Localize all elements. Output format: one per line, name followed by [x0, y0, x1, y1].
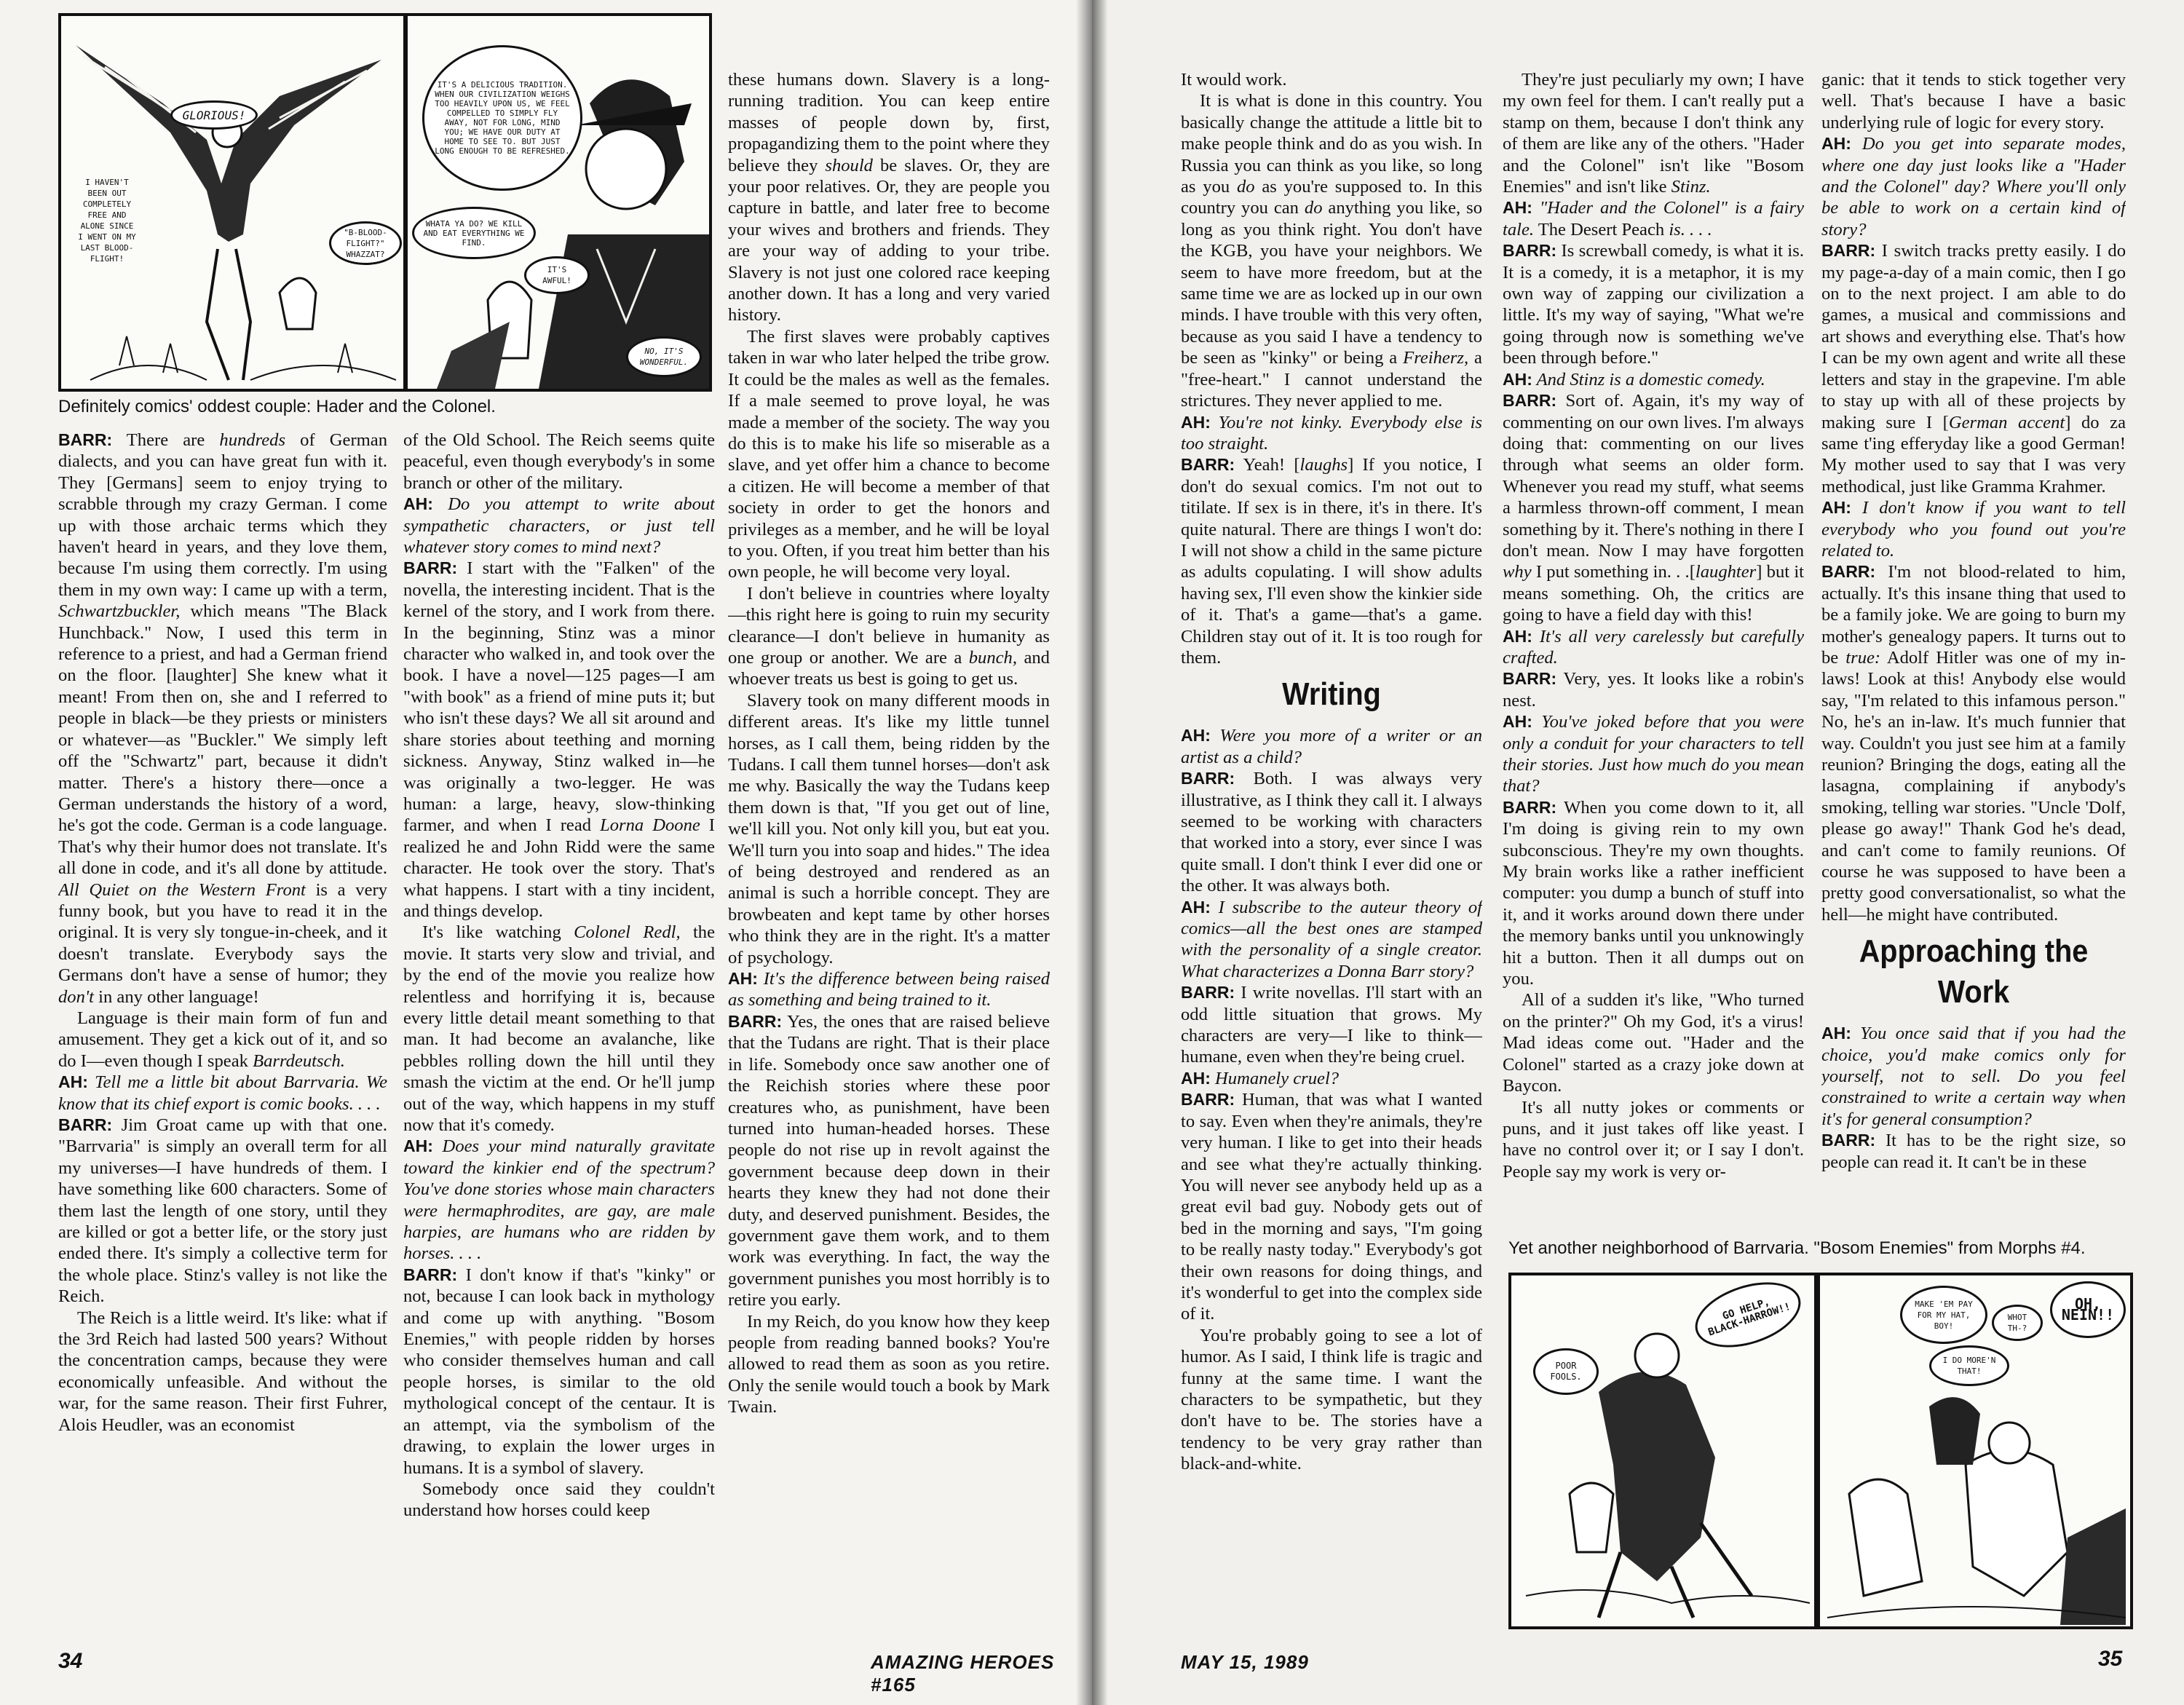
paragraph: The Reich is a little weird. It's like: what if the 3rd Reich had lasted 500 years? Without the concentration camps, because they were economically unfeasible. And without the war, for the same reason. Their first Fuhrer, Alois Heudler, was an economist: [58, 1308, 387, 1435]
paragraph: Somebody once said they couldn't understand how horses could keep: [403, 1479, 715, 1521]
paragraph: AH: I don't know if you want to tell everybody who you found out you're related to.: [1821, 498, 2126, 561]
paragraph: AH: Do you get into separate modes, where one day just looks like a "Hader and the Colonel" day? Where you'll only be able to work on a certain kind of story?: [1821, 134, 2126, 240]
figure-caption-right: Yet another neighborhood of Barrvaria. "Bosom Enemies" from Morphs #4.: [1508, 1238, 2086, 1258]
paragraph: AH: It's all very carelessly but carefully crafted.: [1503, 626, 1804, 668]
paragraph: BARR: Jim Groat came up with that one. "Barrvaria" is simply an overall term for all my universes—I have hundreds of them. I have something like 600 characters. Some of them last the length of one story, until they are killed or got a better life, or the story just ended there. It's simply a collective term for the whole place. Stinz's valley is not like the Reich.: [58, 1115, 387, 1307]
running-footer-right: MAY 15, 1989: [1181, 1651, 1309, 1673]
balloon-idomore: I DO MORE'N THAT!: [1929, 1345, 2009, 1386]
balloon-make: MAKE 'EM PAY FOR MY HAT, BOY!: [1900, 1286, 1987, 1344]
text-column-6: [1821, 69, 2126, 1219]
paragraph: BARR: It has to be the right size, so people can read it. It can't be in these: [1821, 1131, 2126, 1172]
balloon-whata: WHATA YA DO? WE KILL AND EAT EVERYTHING WE FIND.: [412, 207, 536, 259]
balloon-gohelp: GO HELP, BLACK-HARROW!!: [1687, 1273, 1808, 1359]
balloon-bblood: "B-BLOOD-FLIGHT?" WHAZZAT?: [329, 221, 402, 265]
paragraph: AH: Humanely cruel?: [1181, 1068, 1340, 1088]
paragraph: BARR: I don't know if that's "kinky" or not, because I can look back in mythology and come up with anything. "Bosom Enemies," with people ridden by horses who consider themselves human and call people horses, is similar to the old mythological concept of the centaur. It is an attempt, via the symbolism of the drawing, to explain the lower urges in humans. It is a symbol of slavery.: [403, 1265, 715, 1478]
text-column-3: [728, 69, 1050, 1642]
paragraph: AH: Does your mind naturally gravitate toward the kinkier end of the spectrum? You've done stories whose main characters were hermaphrodites, are gay, are male harpies, are humans who are ridden by horses. . . .: [403, 1136, 715, 1264]
page-number-right: 35: [2098, 1647, 2123, 1671]
balloon-delicious: IT'S A DELICIOUS TRADITION. WHEN OUR CIVILIZATION WEIGHS TOO HEAVILY UPON US, WE FEEL COMPELLED TO SIMPLY FLY AWAY, NOT FOR LONG, MIND YOU; WE HAVE OUR DUTY AT HOME TO SEE TO. BUT JUST LONG ENOUGH TO BE REFRESHED.: [422, 45, 582, 191]
text-column-1: [58, 430, 387, 1642]
paragraph: It is what is done in this country. You basically change the attitude a little bit to make people think and do as you wish. In Russia you can think as you like, so long as you do as you're supposed to. In this country you can do anything you like, so long as you think right. You don't have the KGB, you have your neighbors. We seem to have more freedom, but at the same time we are as locked up in our own minds. I have trouble with this very often, because as you said I have a tendency to be seen as "kinky" or being a Freiherz, a "free-heart." I cannot understand the strictures. They never applied to me.: [1181, 91, 1482, 411]
paragraph: BARR: I'm not blood-related to him, actually. It's this insane thing that used to be a family joke. We are going to burn my mother's genealogy papers. It turns out to be true: Adolf Hitler was one of my in-laws! Look at this! Anybody else would say, "I'm related to this infamous person." No, he's an in-law. It's much funnier that way. Couldn't you just see him at a family reunion? Bringing the dogs, eating all the lasagna, complaining if anybody's smoking, telling war stories. "Uncle 'Dolf, please go away!" Thank God he's dead, and can't come to family reunions. Of course he was supposed to have been a pretty good conversationalist, so what the hell—he might have contributed.: [1821, 562, 2126, 925]
paragraph: AH: "Hader and the Colonel" is a fairy tale. The Desert Peach is. . . .: [1503, 198, 1804, 240]
spine-shadow-right: [1092, 0, 1108, 1705]
spine-shadow-left: [1076, 0, 1092, 1705]
paragraph: BARR: I write novellas. I'll start with an odd little situation that grows. My characters are very—I like to think—humane, even when they're being cruel.: [1181, 983, 1482, 1067]
paragraph: ganic: that it tends to stick together very well. That's because I have a basic underlying rule of logic for every story.: [1821, 70, 2126, 132]
right-page: [1092, 0, 2184, 1705]
paragraph: BARR: Human, that was what I wanted to say. Even when they're animals, they're very human. I like to get into their heads and see what they're actually thinking. You will never see anybody held up as a great evil bad guy. Nobody gets out of bed in the morning and says, "I'm going to be really nasty today." Everybody's got their own reasons for doing things, and it's wonderful to get into the complex side of it.: [1181, 1090, 1482, 1324]
running-footer-left: AMAZING HEROES #165: [871, 1651, 1055, 1696]
text-column-4: [1181, 69, 1482, 1616]
balloon-ohnein: OH, NEIN!!: [2050, 1281, 2126, 1338]
page-number-left: 34: [58, 1649, 83, 1673]
paragraph: AH: You've joked before that you were only a conduit for your characters to tell their stories. Just how much do you mean that?: [1503, 712, 1804, 796]
balloon-poor: POOR FOOLS.: [1533, 1348, 1599, 1395]
paragraph: AH: Were you more of a writer or an artist as a child?: [1181, 726, 1482, 767]
paragraph: BARR: Yeah! [laughs] If you notice, I don't do sexual comics. I'm not out to titilate. If sex is in there, it's in there. It's quite natural. There are things I won't do: I will not show a child in the same picture as adults copulating. I will show adults having sex, I'll even show the kinkier side of it. That's a game—that's a game. Children stay out of it. It is too rough for them.: [1181, 455, 1482, 668]
paragraph: of the Old School. The Reich seems quite peaceful, even though everybody's in some branch or other of the military.: [403, 430, 715, 493]
balloon-awful: IT'S AWFUL!: [524, 256, 590, 294]
paragraph: AH: And Stinz is a domestic comedy.: [1503, 369, 1765, 389]
balloon-no: NO, IT'S WONDERFUL.: [626, 336, 702, 377]
comic-panel-hader: [58, 13, 406, 392]
balloon-glorious: GLORIOUS!: [170, 100, 258, 130]
paragraph: AH: You once said that if you had the choice, you'd make comics only for yourself, not to sell. Do you feel constrained to write a certain way when it's for general consumption?: [1821, 1024, 2126, 1129]
paragraph: BARR: I switch tracks pretty easily. I do my page-a-day of a main comic, then I go on to the next project. I am able to do games, a musical and commissions and art shows and everything else. That's how I can be my own agent and write all these letters and stay in the grapevine. I'm able to stay up with all of these projects by making sure I [German accent] do za same t'ing efferyday like a good German! My mother used to say that I was very methodical, just like Gramma Krahmer.: [1821, 241, 2126, 497]
paragraph: BARR: Is screwball comedy, is what it is. It is a comedy, it is a metaphor, it is my own way of zapping our civilization a little. It's my way of saying, "What we're going through now is something we've been through before.": [1503, 241, 1804, 368]
paragraph: AH: I subscribe to the auteur theory of comics—all the best ones are stamped with the personality of a single creator. What characterizes a Donna Barr story?: [1181, 897, 1482, 981]
paragraph: They're just peculiarly my own; I have my own feel for them. I can't really put a stamp on them, because I don't think any of them are like any of the others. "Hader and the Colonel" isn't like "Bosom Enemies" and isn't like Stinz.: [1503, 70, 1804, 197]
paragraph: BARR: Yes, the ones that are raised believe that the Tudans are right. That is their place in life. Somebody once saw another one of the Reichish stories where these poor creatures who, as punishment, have been turned into human-headed horses. These people do not rise up in revolt against the government because deep down in their hearts they knew they had not done their duty, and deserved punishment. Besides, the government gave them work, and to them work was everything. In fact, the way the government punishes you most horribly is to retire you early.: [728, 1011, 1050, 1310]
paragraph: AH: Tell me a little bit about Barrvaria. We know that its chief export is comic books. . . .: [58, 1072, 387, 1114]
comic-panel-colonel: [405, 13, 712, 392]
text-column-5: [1503, 69, 1804, 1219]
comic-panel-bosom-1: [1508, 1273, 1817, 1629]
paragraph: AH: It's the difference between being raised as something and being trained to it.: [728, 969, 1050, 1010]
paragraph: BARR: I start with the "Falken" of the novella, the interesting incident. That is the kernel of the story, and I work from there. In the beginning, Stinz was a minor character who walked in, and took over the book. I have a novel—125 pages—I am "with book" as a friend of mine puts it; but who isn't these days? We all sit around and share stories about teething and morning sickness. Anyway, Stinz walked in—he was originally a two-legger. He was human: a large, heavy, slow-thinking farmer, and when I read Lorna Doone I realized he and John Ridd were the same character. He took over the story. That's what happens. I start with a tiny incident, and things develop.: [403, 558, 715, 921]
paragraph: In my Reich, do you know how they keep people from reading banned books? You're allowed to read them as soon as you retire. Only the senile would touch a book by Mark Twain.: [728, 1311, 1050, 1417]
paragraph: AH: Do you attempt to write about sympathetic characters, or just tell whatever story comes to mind next?: [403, 494, 715, 558]
paragraph: BARR: There are hundreds of German dialects, and you can have great fun with it. They [Germans] seem to enjoy trying to scrabble through my crazy German. I come up with those archaic terms which they haven't heard in years, and they love them, because I'm using them correctly. I'm using them in my own way: I came up with a term, Schwartzbuckler, which means "The Black Hunchback." Now, I used this term in reference to a priest, and had a German friend on the floor. [laughter] She knew what it meant! From then on, she and I referred to people in black—be they priests or ministers or whatever—as "Buckler." We simply left off the "Schwartz" part, because it didn't matter. There's a history there—once a German understands the history of a word, he's got the code. German is a code language. That's why their humor does not translate. It's all done in code, and it's all done by attitude. All Quiet on the Western Front is a very funny book, but you have to read it in the original. It is very sly tongue-in-cheek, and it doesn't translate. Everybody says the Germans don't have a sense of humor; they don't in any other language!: [58, 430, 387, 1007]
section-heading-approaching: Approaching the Work: [1859, 933, 2089, 1010]
paragraph: It would work.: [1181, 70, 1287, 90]
balloon-whot: WHOT TH-?: [1992, 1305, 2043, 1341]
paragraph: Language is their main form of fun and amusement. They get a kick out of it, and so do I—even though I speak Barrdeutsch.: [58, 1008, 387, 1071]
paragraph: BARR: Both. I was always very illustrative, as I think they call it. I always seemed to be working with characters that worked into a story, ever since I was quite small. I don't think I ever did one or the other. It was always both.: [1181, 769, 1482, 896]
section-heading-writing: Writing: [1282, 676, 1381, 713]
paragraph: BARR: When you come down to it, all I'm doing is giving rein to my own subconscious. They're my own thoughts. My brain works like a rather inefficient computer: you dump a bunch of stuff into it, and it works around down there under the memory banks until you unknowingly hit a button. Then it all dumps out on you.: [1503, 797, 1804, 989]
paragraph: It's like watching Colonel Redl, the movie. It starts very slow and trivial, and by the end of the movie you realize how relentless and horrifying it is, because every little detail meant something to that man. It had become an avalanche, like pebbles rolling down the hill until they smash the victim at the end. Or he'll jump out of the way, which happens in my stuff now that it's comedy.: [403, 922, 715, 1135]
paragraph: AH: You're not kinky. Everybody else is too straight.: [1181, 412, 1482, 454]
paragraph: BARR: Sort of. Again, it's my way of commenting on our own lives. I'm always doing that: commenting on our lives through what seems an older form. Whenever you read my stuff, what seems a harmless thrown-off comment, I mean something by it. There's nothing in there I don't mean. Now I may have forgotten why I put something in. . .[laughter] but it means something. Oh, the critics are going to have a field day with this!: [1503, 391, 1804, 625]
text-column-2: [403, 430, 715, 1642]
paragraph: BARR: Very, yes. It looks like a robin's nest.: [1503, 669, 1804, 711]
paragraph: The first slaves were probably captives taken in war who later helped the tribe grow. It could be the males as well as the females. If a male seemed to prove loyal, he was made a member of the society. The way you do this is to make his life so miserable as a slave, and yet offer him a chance to become a citizen. He will become a member of that society in order to get the honors and privileges as a member, and he will be loyal to you. Often, if you treat him better than his own people, he will become very loyal.: [728, 326, 1050, 582]
figure-caption-left: Definitely comics' oddest couple: Hader and the Colonel.: [58, 397, 496, 416]
comic-panel-bosom-2: [1817, 1273, 2133, 1629]
paragraph: It's all nutty jokes or comments or puns, and it just takes off like yeast. I have no control over it; or I say I don't. People say my work is very or-: [1503, 1097, 1804, 1182]
paragraph: All of a sudden it's like, "Who turned on the printer?" Oh my God, it's a virus! Mad ideas come out. "Hader and the Colonel" started as a crazy joke down at Baycon.: [1503, 990, 1804, 1096]
balloon-haven: I HAVEN'T BEEN OUT COMPLETELY FREE AND ALONE SINCE I WENT ON MY LAST BLOOD-FLIGHT!: [78, 178, 136, 264]
paragraph: You're probably going to see a lot of humor. As I said, I think life is tragic and funny at the same time. I want the characters to be sympathetic, but they don't have to be. The stories have a tendency to be very gray rather than black-and-white.: [1181, 1325, 1482, 1474]
paragraph: these humans down. Slavery is a long-running tradition. You can keep entire masses of people down by, first, propagandizing them to the point where they believe they should be slaves. Or, they are your poor relatives. Or, they are people you capture in battle, and later free to become your wives and brothers and friends. They are your way of adding to your tribe. Slavery is not just one colored race keeping another down. It has a long and very varied history.: [728, 70, 1050, 325]
paragraph: I don't believe in countries where loyalty—this right here is going to ruin my security clearance—I don't believe in humanity as one group or another. We are a bunch, and whoever treats us best is going to get us.: [728, 583, 1050, 689]
paragraph: Slavery took on many different moods in different areas. It's like my little tunnel horses, as I call them, being ridden by the Tudans. I call them tunnel horses—don't ask me why. Basically the way the Tudans keep them down is that, "If you get out of line, we'll kill you. Not only kill you, but eat you. We'll turn you into soap and hides." The idea of being destroyed and rendered as an animal is such a horrible concept. They are browbeaten and kept tame by other horses who think they are in the right. It's a matter of psychology.: [728, 690, 1050, 968]
